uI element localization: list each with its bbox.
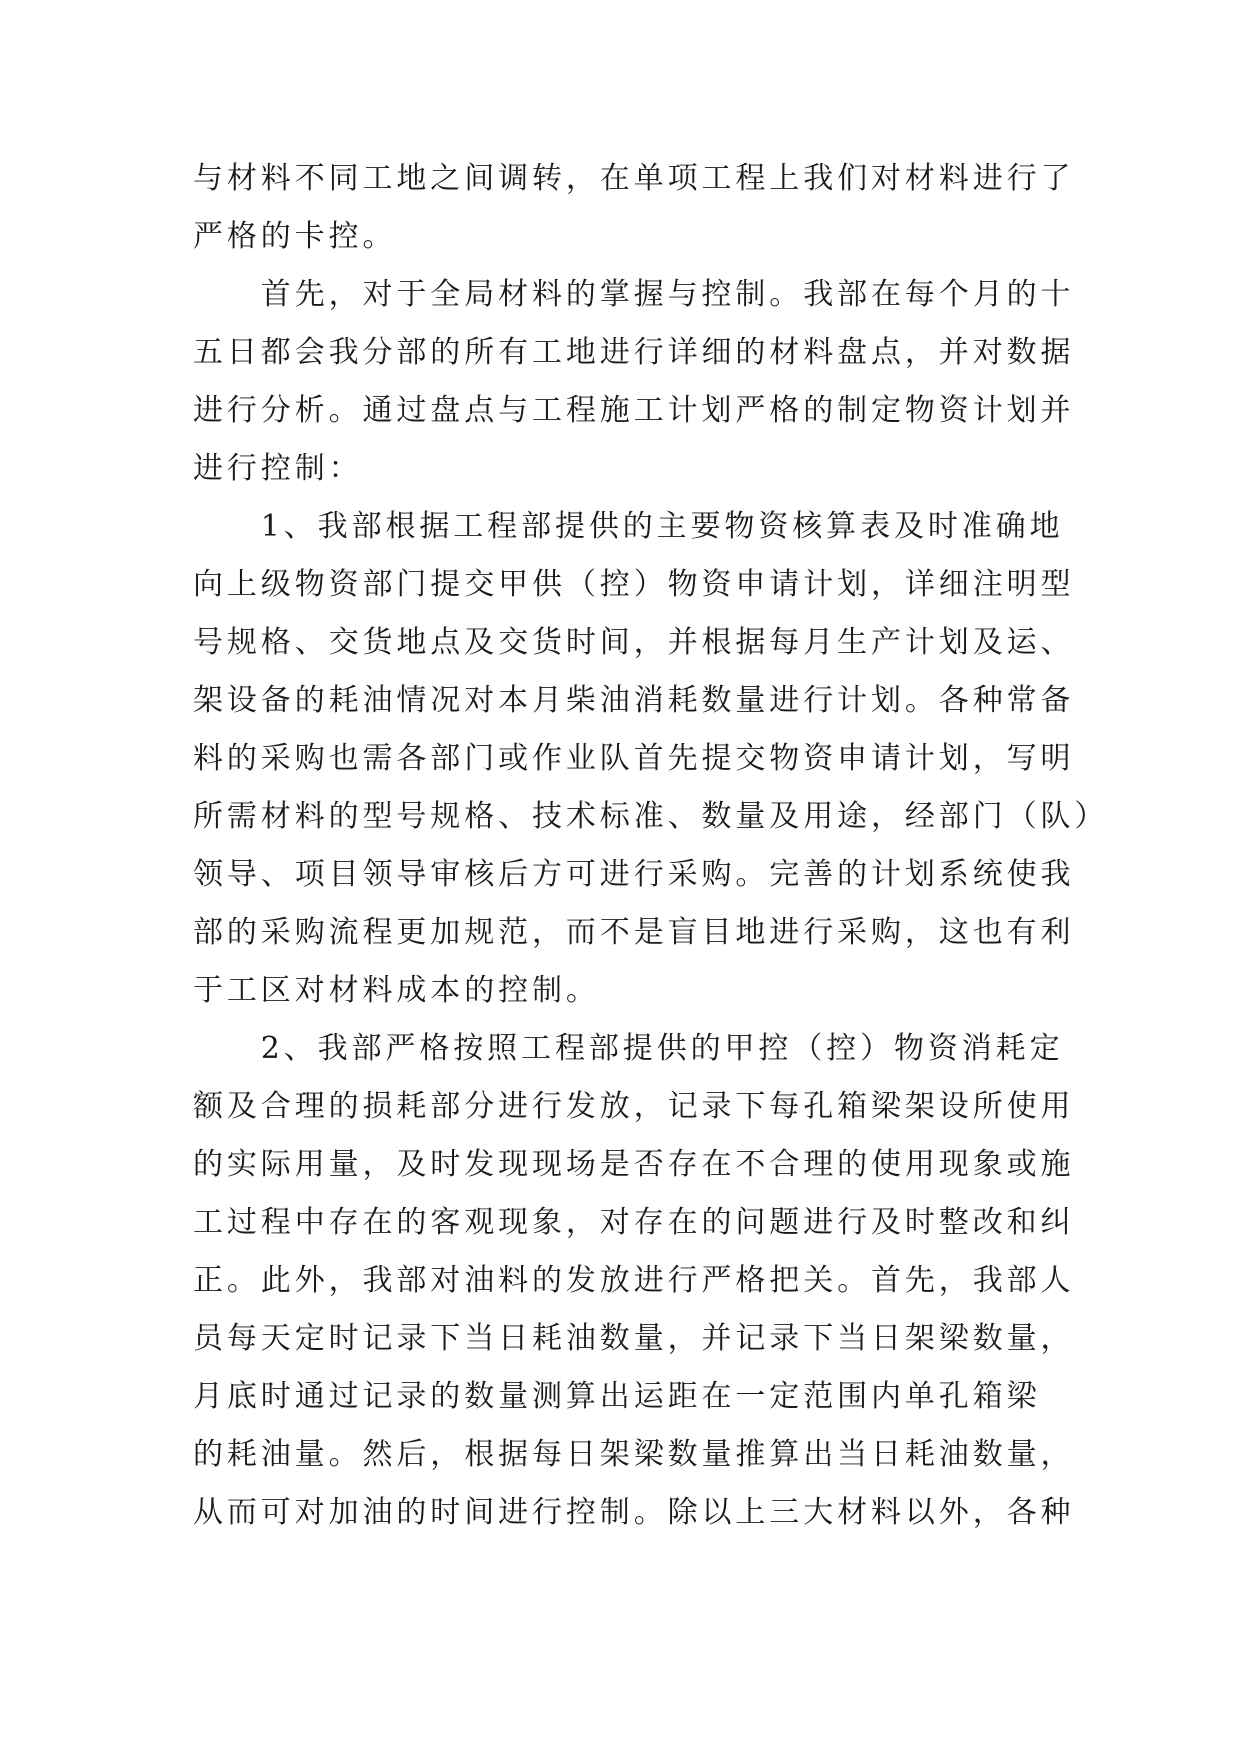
text-line: 料的采购也需各部门或作业队首先提交物资申请计划，写明 — [193, 741, 1075, 776]
text-line: 于工区对材料成本的控制。 — [193, 973, 600, 1008]
text-line: 向上级物资部门提交甲供（控）物资申请计划，详细注明型 — [193, 567, 1075, 602]
text-line: 额及合理的损耗部分进行发放，记录下每孔箱梁架设所使用 — [193, 1089, 1075, 1124]
text-line: 号规格、交货地点及交货时间，并根据每月生产计划及运、 — [193, 625, 1075, 660]
text-line: 架设备的耗油情况对本月柴油消耗数量进行计划。各种常备 — [193, 683, 1075, 718]
text-line: 进行控制： — [193, 451, 363, 486]
text-line: 首先，对于全局材料的掌握与控制。我部在每个月的十 — [193, 277, 1075, 312]
text-line: 五日都会我分部的所有工地进行详细的材料盘点，并对数据 — [193, 335, 1075, 370]
text-line: 严格的卡控。 — [193, 219, 397, 254]
text-line: 月底时通过记录的数量测算出运距在一定范围内单孔箱梁 — [193, 1379, 1041, 1414]
text-line: 1、我部根据工程部提供的主要物资核算表及时准确地 — [193, 509, 1064, 544]
text-line: 的耗油量。然后，根据每日架梁数量推算出当日耗油数量， — [193, 1437, 1075, 1472]
text-line: 与材料不同工地之间调转，在单项工程上我们对材料进行了 — [193, 161, 1075, 196]
text-line: 从而可对加油的时间进行控制。除以上三大材料以外，各种 — [193, 1495, 1075, 1530]
text-line: 工过程中存在的客观现象，对存在的问题进行及时整改和纠 — [193, 1205, 1075, 1240]
text-line: 的实际用量，及时发现现场是否存在不合理的使用现象或施 — [193, 1147, 1075, 1182]
text-line: 2、我部严格按照工程部提供的甲控（控）物资消耗定 — [193, 1031, 1064, 1066]
document-body — [193, 150, 1109, 1542]
text-line: 领导、项目领导审核后方可进行采购。完善的计划系统使我 — [193, 857, 1075, 892]
text-line: 正。此外，我部对油料的发放进行严格把关。首先，我部人 — [193, 1263, 1075, 1298]
text-line: 进行分析。通过盘点与工程施工计划严格的制定物资计划并 — [193, 393, 1075, 428]
text-line: 员每天定时记录下当日耗油数量，并记录下当日架梁数量， — [193, 1321, 1075, 1356]
text-line: 所需材料的型号规格、技术标准、数量及用途，经部门（队） — [193, 799, 1109, 834]
text-line: 部的采购流程更加规范，而不是盲目地进行采购，这也有利 — [193, 915, 1075, 950]
